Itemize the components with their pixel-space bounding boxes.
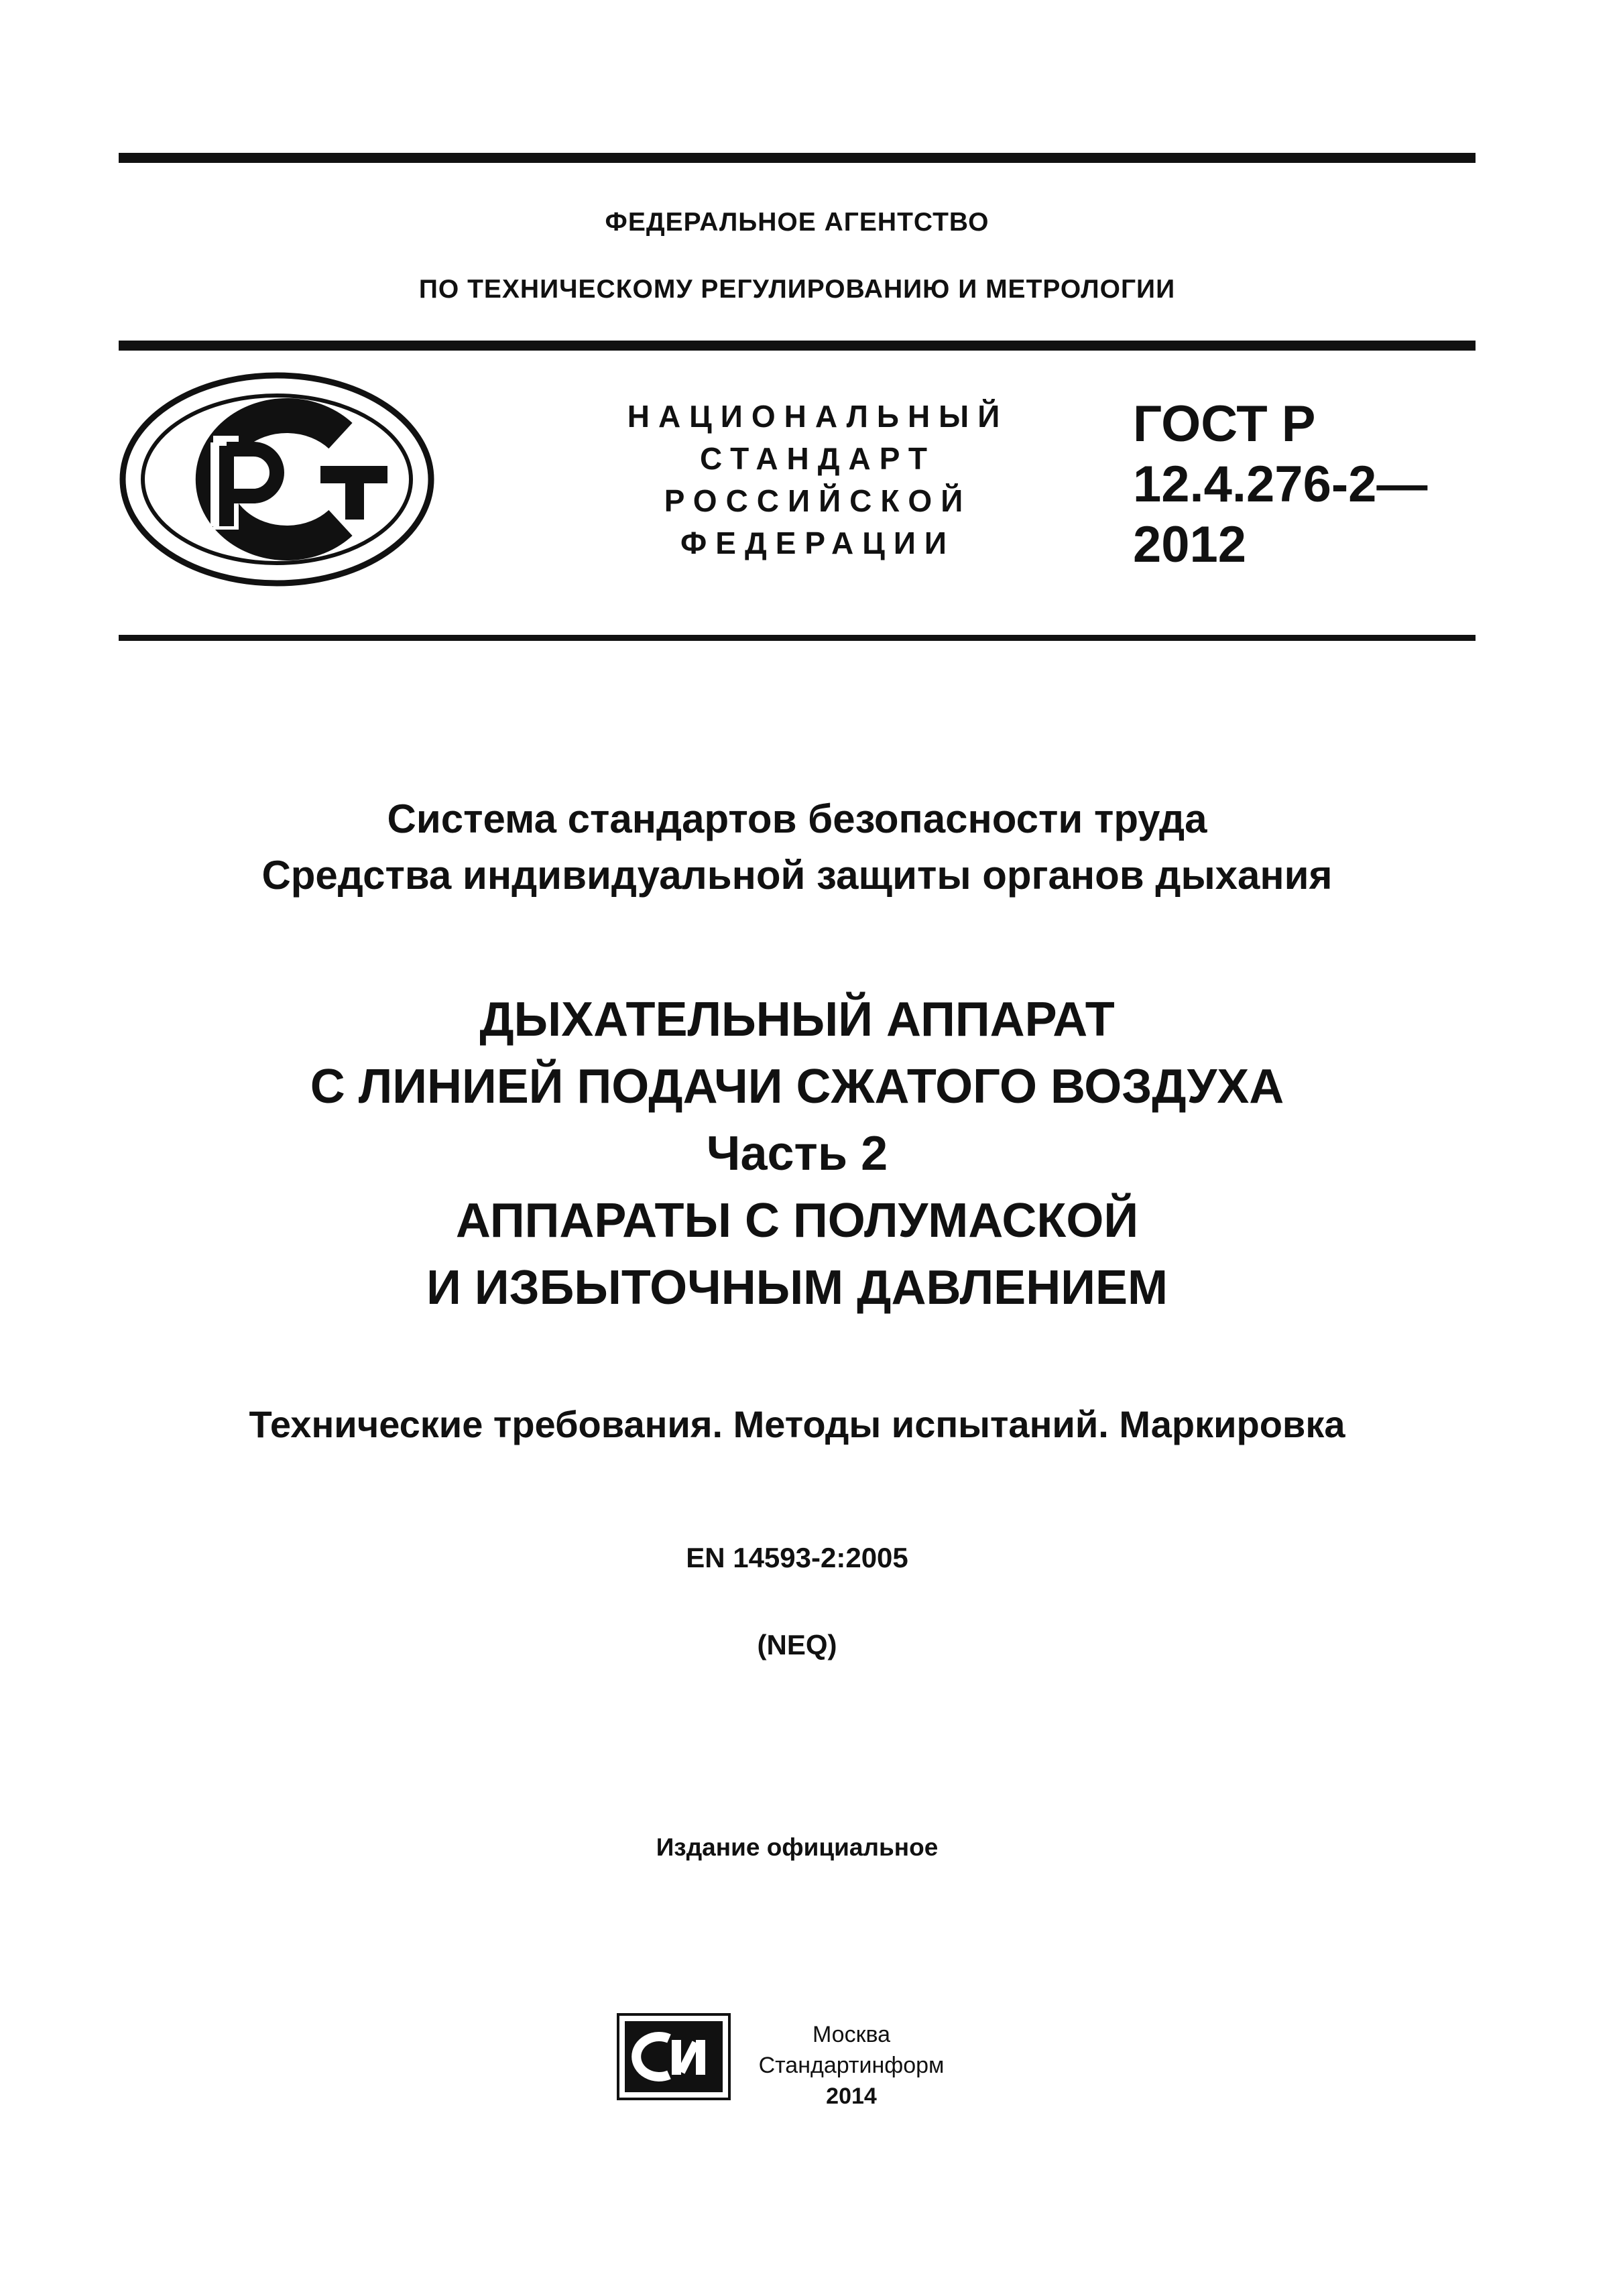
standartinform-logo-icon	[617, 2013, 731, 2100]
national-standard-line-3: РОССИЙСКОЙ	[664, 483, 972, 518]
national-standard-line-4: ФЕДЕРАЦИИ	[680, 526, 955, 560]
publisher-year: 2014	[826, 2083, 877, 2109]
title-line-3: Часть 2	[706, 1127, 888, 1181]
edition-label: Издание официальное	[656, 1833, 939, 1861]
designation-line-3: 2012	[1133, 516, 1247, 573]
header-rule	[119, 341, 1476, 351]
designation-rule	[119, 635, 1476, 641]
reference-code: EN 14593-2:2005	[686, 1542, 908, 1573]
publisher-name: Стандартинформ	[758, 2053, 945, 2078]
title-line-2: С ЛИНИЕЙ ПОДАЧИ СЖАТОГО ВОЗДУХА	[310, 1060, 1284, 1113]
top-rule	[119, 153, 1476, 163]
subtitle: Технические требования. Методы испытаний. Маркировка	[249, 1403, 1345, 1445]
standard-designation	[1133, 394, 1455, 575]
series-line-2: Средства индивидуальной защиты органов дыхания	[261, 853, 1333, 898]
publisher-block	[724, 2019, 979, 2112]
publisher-city: Москва	[812, 2022, 891, 2047]
designation-line-1: ГОСТ Р	[1133, 396, 1316, 452]
agency-line-2: ПО ТЕХНИЧЕСКОМУ РЕГУЛИРОВАНИЮ И МЕТРОЛОГИИ	[418, 275, 1176, 304]
agency-line-1: ФЕДЕРАЛЬНОЕ АГЕНТСТВО	[605, 208, 989, 237]
title-line-5: И ИЗБЫТОЧНЫМ ДАВЛЕНИЕМ	[426, 1261, 1168, 1315]
rst-emblem-icon	[119, 372, 434, 587]
national-standard-line-1: НАЦИОНАЛЬНЫЙ	[627, 399, 1009, 434]
national-standard-block	[590, 396, 1046, 564]
title-line-4: АППАРАТЫ С ПОЛУМАСКОЙ	[455, 1194, 1139, 1248]
reference-equivalence: (NEQ)	[757, 1629, 837, 1660]
title-line-1: ДЫХАТЕЛЬНЫЙ АППАРАТ	[479, 993, 1115, 1046]
designation-line-2: 12.4.276-2—	[1133, 456, 1428, 513]
national-standard-line-2: СТАНДАРТ	[700, 441, 936, 476]
series-line-1: Система стандартов безопасности труда	[387, 796, 1207, 841]
